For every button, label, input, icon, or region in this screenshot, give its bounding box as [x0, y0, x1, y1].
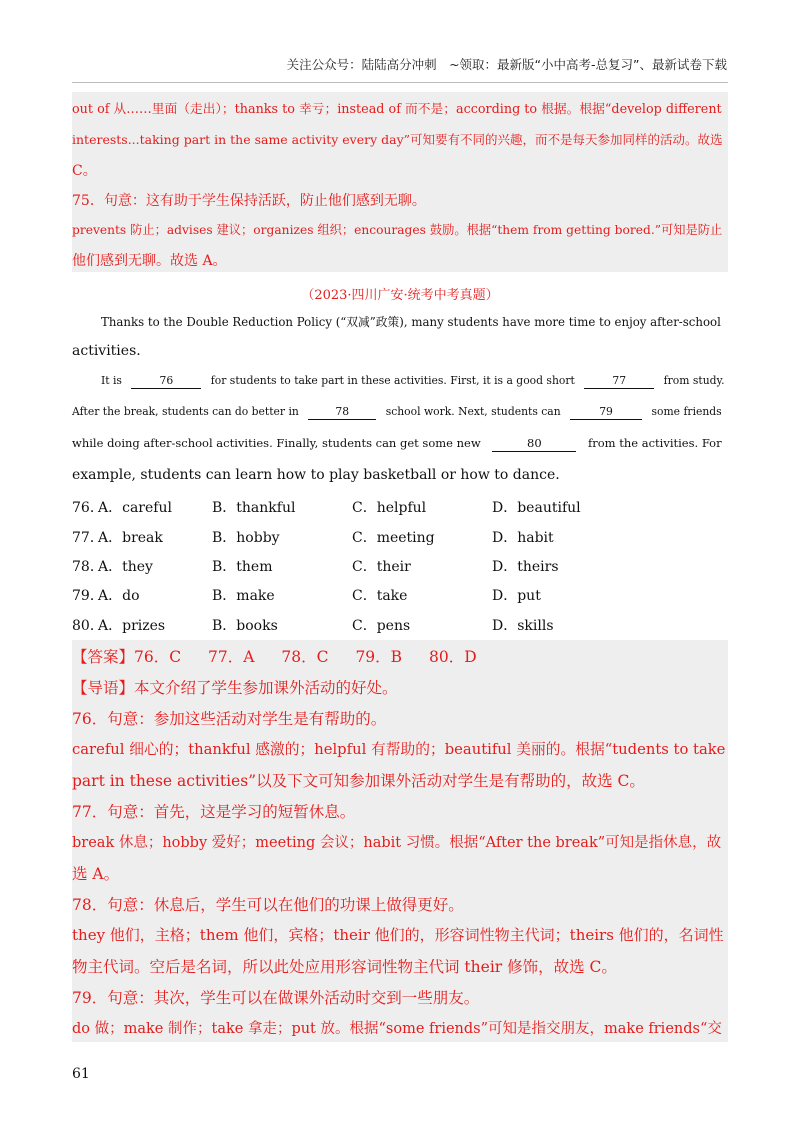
explanation-line: C。	[72, 163, 97, 179]
question-number: 80．	[72, 618, 104, 634]
passage-text: some friends	[651, 405, 722, 418]
passage-text: activities.	[72, 343, 141, 359]
passage-line	[72, 436, 728, 452]
answer-line	[72, 645, 477, 667]
explanation-line: do 做；make 制作；take 拿走；put 放。根据“some friends”可知是指交朋友，make friends“交	[72, 1021, 722, 1037]
option-row-76	[72, 497, 728, 517]
question-number: 79．	[72, 588, 104, 604]
explanation-line: 75．句意：这有助于学生保持活跃，防止他们感到无聊。	[72, 193, 426, 209]
explanation-line: 76．句意：参加这些活动对学生是有帮助的。	[72, 710, 387, 728]
passage-text: example, students can learn how to play basketball or how to dance.	[72, 467, 560, 483]
header-rule	[72, 82, 728, 83]
question-number: 77．	[72, 530, 104, 546]
answer-item: 78．C	[281, 648, 329, 666]
explanation-line: careful 细心的；thankful 感激的；helpful 有帮助的；beautiful 美丽的。根据“tudents to take	[72, 741, 726, 758]
blank-80: 80	[492, 436, 576, 452]
blank-78: 78	[308, 404, 376, 420]
passage-line	[72, 467, 728, 483]
passage-text: school work. Next, students can	[385, 405, 561, 418]
explanation-line: part in these activities”以及下文可知参加课外活动对学生是有帮助的，故选 C。	[72, 772, 645, 790]
guide-line: 【导语】本文介绍了学生参加课外活动的好处。	[72, 679, 398, 697]
explanation-line: 79．句意：其次，学生可以在做课外活动时交到一些朋友。	[72, 989, 480, 1007]
option-a: A．careful	[98, 500, 172, 516]
page-number: 61	[72, 1066, 90, 1082]
passage-line	[72, 313, 728, 330]
option-d: D．skills	[492, 618, 554, 634]
answer-item: 79．B	[355, 648, 403, 666]
option-a: A．do	[98, 588, 140, 604]
passage-text: Thanks to the Double Reduction Policy (“双减”政策), many students have more time to enjoy after-school	[101, 315, 721, 329]
passage-text: from study.	[663, 374, 725, 387]
explanation-line: 78．句意：休息后，学生可以在他们的功课上做得更好。	[72, 896, 464, 914]
explanation-line: prevents 防止；advises 建议；organizes 组织；encourages 鼓励。根据“them from getting bored.”可知是防止	[72, 223, 723, 237]
answer-item: 76．C	[134, 648, 182, 666]
option-row-80	[72, 615, 728, 635]
option-d: D．theirs	[492, 559, 559, 575]
explanation-line: 物主代词。空后是名词，所以此处应用形容词性物主代词 their 修饰，故选 C。	[72, 958, 617, 976]
option-b: B．them	[212, 559, 273, 575]
option-b: B．make	[212, 588, 275, 604]
answer-item: 77．A	[208, 648, 255, 666]
answer-block	[72, 640, 728, 1042]
option-a: A．they	[98, 559, 153, 575]
option-c: C．take	[352, 588, 408, 604]
option-c: C．meeting	[352, 530, 435, 546]
option-row-79	[72, 585, 728, 605]
explanation-line: out of 从……里面（走出）；thanks to 幸亏；instead of 而不是；according to 根据。根据“develop different	[72, 102, 722, 117]
passage-text: It is	[101, 374, 122, 387]
option-a: A．break	[98, 530, 163, 546]
blank-77: 77	[584, 373, 654, 389]
page-header: 关注公众号：陆陆高分冲刺 ~领取：最新版“小中高考-总复习”、最新试卷下载	[286, 57, 727, 72]
option-c: C．their	[352, 559, 411, 575]
answer-label: 【答案】	[72, 648, 135, 666]
question-number: 78．	[72, 559, 104, 575]
option-row-78	[72, 556, 728, 576]
option-b: B．thankful	[212, 500, 296, 516]
explanation-line: interests...taking part in the same activity every day”可知要有不同的兴趣，而不是每天参加同样的活动。故选	[72, 132, 723, 147]
explanation-line: 77．句意：首先，这是学习的短暂休息。	[72, 803, 356, 821]
passage-line	[72, 373, 728, 389]
passage-line	[72, 404, 728, 420]
option-d: D．put	[492, 588, 541, 604]
explanation-line: break 休息；hobby 爱好；meeting 会议；habit 习惯。根据“After the break”可知是指休息，故	[72, 835, 722, 851]
blank-79: 79	[570, 404, 642, 420]
passage-text: from the activities. For	[588, 436, 722, 450]
answer-item: 80．D	[429, 648, 477, 666]
explanation-line: 选 A。	[72, 865, 120, 883]
option-row-77	[72, 527, 728, 547]
passage-text: while doing after-school activities. Finally, students can get some new	[72, 436, 481, 450]
section-title: （2023·四川广安·统考中考真题）	[301, 288, 499, 303]
top-explanation-block	[72, 92, 728, 272]
question-number: 76．	[72, 500, 104, 516]
option-d: D．habit	[492, 530, 554, 546]
passage-text: for students to take part in these activities. First, it is a good short	[210, 374, 575, 387]
option-b: B．books	[212, 618, 278, 634]
passage-text: After the break, students can do better in	[72, 405, 299, 418]
option-b: B．hobby	[212, 530, 280, 546]
passage-line	[72, 343, 728, 359]
explanation-line: 他们感到无聊。故选 A。	[72, 253, 227, 269]
option-c: C．helpful	[352, 500, 427, 516]
blank-76: 76	[131, 373, 201, 389]
option-a: A．prizes	[98, 618, 166, 634]
option-d: D．beautiful	[492, 500, 581, 516]
option-c: C．pens	[352, 618, 411, 634]
explanation-line: they 他们，主格；them 他们，宾格；their 他们的，形容词性物主代词；theirs 他们的，名词性	[72, 926, 724, 944]
